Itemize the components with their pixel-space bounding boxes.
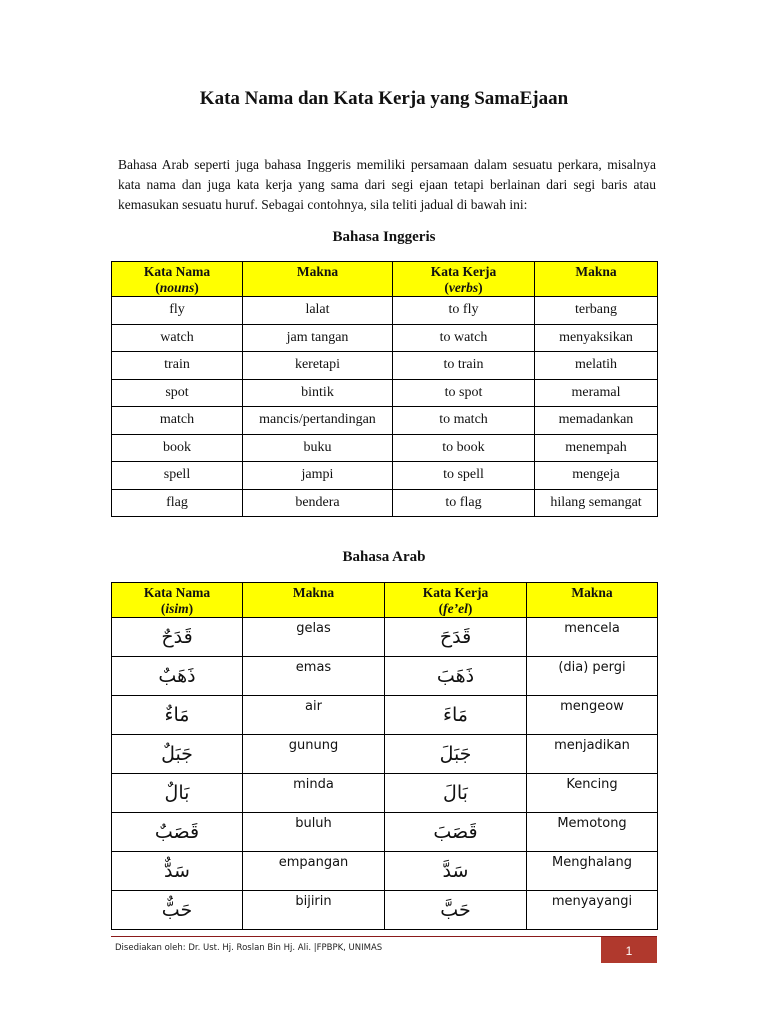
verb-cell: to flag <box>393 489 535 517</box>
arabic-noun-cell: جَبَلٌ <box>112 735 243 774</box>
arabic-section-heading: Bahasa Arab <box>342 549 426 565</box>
arabic-noun-cell: قَصَبٌ <box>112 813 243 852</box>
arabic-verb-cell: سَدَّ <box>385 852 527 891</box>
page-number: 1 <box>601 937 657 963</box>
verb-meaning-cell: menyaksikan <box>535 324 658 352</box>
noun-meaning-cell: jampi <box>243 462 393 490</box>
verb-meaning-cell: hilang semangat <box>535 489 658 517</box>
page-title: Kata Nama dan Kata Kerja yang SamaEjaan <box>199 88 569 109</box>
verb-cell: to spell <box>393 462 535 490</box>
table-row <box>112 618 658 657</box>
header-makna: Makna <box>527 583 658 618</box>
table-row <box>112 852 658 891</box>
table-header-row <box>112 262 658 297</box>
table-row <box>112 379 658 407</box>
verb-meaning-cell: menjadikan <box>527 735 658 774</box>
english-section-heading: Bahasa Inggeris <box>332 229 436 245</box>
noun-meaning-cell: buku <box>243 434 393 462</box>
verb-cell: to match <box>393 407 535 435</box>
noun-meaning-cell: keretapi <box>243 352 393 380</box>
header-label: Kata Kerja <box>430 264 497 279</box>
table-row <box>112 297 658 325</box>
verb-meaning-cell: menyayangi <box>527 891 658 930</box>
table-row <box>112 657 658 696</box>
verb-meaning-cell: memadankan <box>535 407 658 435</box>
arabic-verb-cell: قَصَبَ <box>385 813 527 852</box>
noun-meaning-cell: gunung <box>243 735 385 774</box>
arabic-noun-cell: ذَهَبٌ <box>112 657 243 696</box>
verb-meaning-cell: Memotong <box>527 813 658 852</box>
verb-meaning-cell: Kencing <box>527 774 658 813</box>
header-sublabel: (fe’el) <box>438 601 473 616</box>
table-row <box>112 774 658 813</box>
noun-meaning-cell: bintik <box>243 379 393 407</box>
header-sublabel: (nouns) <box>155 280 199 295</box>
header-makna: Makna <box>243 262 393 297</box>
english-table <box>111 261 658 517</box>
arabic-table <box>111 582 658 930</box>
verb-meaning-cell: (dia) pergi <box>527 657 658 696</box>
header-makna: Makna <box>535 262 658 297</box>
table-row <box>112 489 658 517</box>
header-kata-kerja <box>385 583 527 618</box>
verb-meaning-cell: terbang <box>535 297 658 325</box>
verb-meaning-cell: mencela <box>527 618 658 657</box>
noun-cell: flag <box>112 489 243 517</box>
noun-meaning-cell: jam tangan <box>243 324 393 352</box>
table-row <box>112 352 658 380</box>
arabic-verb-cell: قَدَحَ <box>385 618 527 657</box>
verb-meaning-cell: melatih <box>535 352 658 380</box>
arabic-verb-cell: حَبَّ <box>385 891 527 930</box>
header-sublabel: (isim) <box>160 601 194 616</box>
noun-cell: watch <box>112 324 243 352</box>
header-sublabel: (verbs) <box>444 280 483 295</box>
table-row <box>112 696 658 735</box>
arabic-noun-cell: قَدَحٌ <box>112 618 243 657</box>
noun-meaning-cell: bijirin <box>243 891 385 930</box>
header-kata-kerja <box>393 262 535 297</box>
header-kata-nama <box>112 583 243 618</box>
noun-cell: spell <box>112 462 243 490</box>
noun-meaning-cell: gelas <box>243 618 385 657</box>
noun-meaning-cell: buluh <box>243 813 385 852</box>
header-makna: Makna <box>243 583 385 618</box>
verb-cell: to train <box>393 352 535 380</box>
header-label: Kata Nama <box>143 264 211 279</box>
arabic-noun-cell: بَالٌ <box>112 774 243 813</box>
arabic-noun-cell: حَبٌّ <box>112 891 243 930</box>
table-row <box>112 891 658 930</box>
header-label: Kata Nama <box>143 585 211 600</box>
footer-credit: Disediakan oleh: Dr. Ust. Hj. Roslan Bin Hj. Ali. |FPBPK, UNIMAS <box>115 943 383 953</box>
verb-cell: to fly <box>393 297 535 325</box>
noun-cell: match <box>112 407 243 435</box>
arabic-verb-cell: ذَهَبَ <box>385 657 527 696</box>
verb-meaning-cell: menempah <box>535 434 658 462</box>
noun-meaning-cell: lalat <box>243 297 393 325</box>
table-row <box>112 434 658 462</box>
intro-paragraph: Bahasa Arab seperti juga bahasa Inggeris memiliki persamaan dalam sesuatu perkara, misalnya kata nama dan juga kata kerja yang sama dari segi ejaan tetapi berlainan dari segi baris atau kemasukan sesuatu huruf. Sebagai contohnya, sila teliti jadual di bawah ini: <box>118 157 656 212</box>
noun-meaning-cell: empangan <box>243 852 385 891</box>
noun-meaning-cell: air <box>243 696 385 735</box>
arabic-noun-cell: مَاءٌ <box>112 696 243 735</box>
verb-meaning-cell: meramal <box>535 379 658 407</box>
verb-cell: to watch <box>393 324 535 352</box>
noun-meaning-cell: emas <box>243 657 385 696</box>
noun-cell: book <box>112 434 243 462</box>
table-row <box>112 813 658 852</box>
arabic-verb-cell: مَاءَ <box>385 696 527 735</box>
verb-meaning-cell: Menghalang <box>527 852 658 891</box>
verb-cell: to spot <box>393 379 535 407</box>
table-row <box>112 735 658 774</box>
header-kata-nama <box>112 262 243 297</box>
noun-meaning-cell: bendera <box>243 489 393 517</box>
verb-cell: to book <box>393 434 535 462</box>
table-row <box>112 462 658 490</box>
noun-cell: spot <box>112 379 243 407</box>
verb-meaning-cell: mengeow <box>527 696 658 735</box>
noun-cell: fly <box>112 297 243 325</box>
footer-divider <box>111 936 657 937</box>
table-row <box>112 407 658 435</box>
arabic-noun-cell: سَدٌّ <box>112 852 243 891</box>
noun-cell: train <box>112 352 243 380</box>
table-header-row <box>112 583 658 618</box>
arabic-verb-cell: جَبَلَ <box>385 735 527 774</box>
table-row <box>112 324 658 352</box>
noun-meaning-cell: mancis/pertandingan <box>243 407 393 435</box>
header-label: Kata Kerja <box>422 585 489 600</box>
arabic-verb-cell: بَالَ <box>385 774 527 813</box>
noun-meaning-cell: minda <box>243 774 385 813</box>
verb-meaning-cell: mengeja <box>535 462 658 490</box>
